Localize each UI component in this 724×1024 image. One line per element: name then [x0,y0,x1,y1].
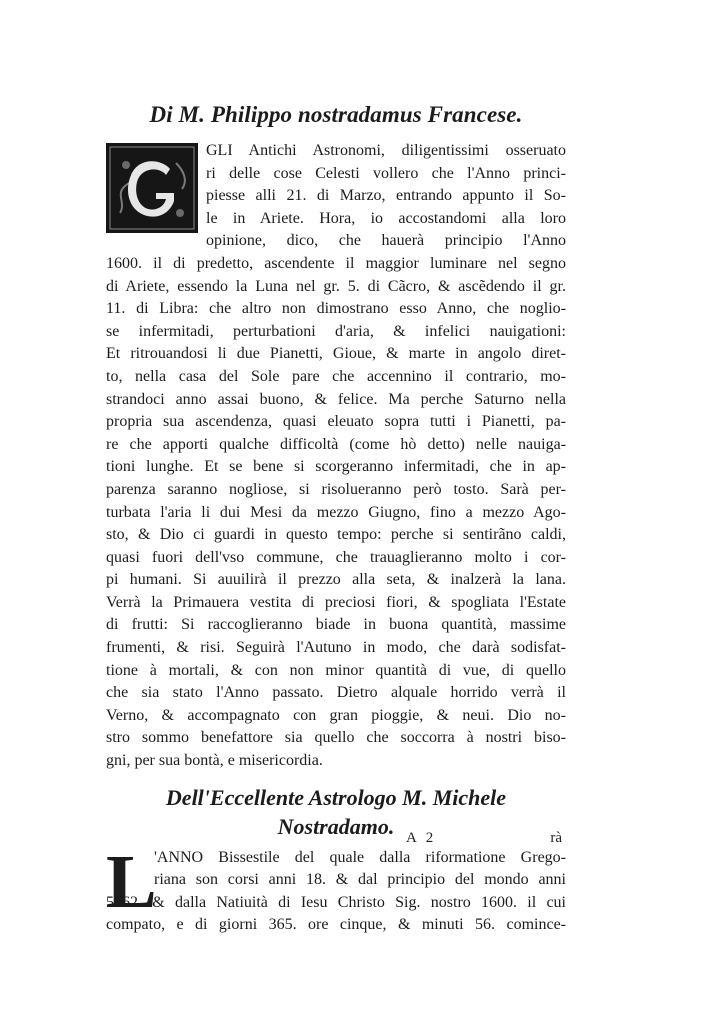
text-line: le in Ariete. Hora, io accostandomi alla loro [206,209,566,227]
text-line: strandoci anno assai buono, & felice. Ma perche Saturno nella [106,390,566,408]
text-line: compato, e di giorni 365. ore cinque, & minuti 56. comince- [106,916,566,934]
signature-mark: A 2 [406,830,437,846]
text-line: 5562. & dalla Natiuità di Iesu Christo Sig. nostro 1600. il cui [106,893,566,911]
text-line: tioni lunghe. Et se bene si scorgeranno infermitadi, che in ap- [106,458,566,476]
initial-letter-l: L [106,839,157,924]
text-line: ri delle cose Celesti vollero che l'Anno princi- [206,164,566,182]
text-column [106,100,566,937]
text-line: Et ritrouandosi li due Pianetti, Gioue, & marte in angolo diret- [106,345,566,363]
text-line: GLI Antichi Astronomi, diligentissimi osseruato [206,142,566,159]
text-line: gni, per sua bontà, e misericordia. [106,752,323,770]
text-line: quasi fuori dell'vso commune, che trauaglieranno molto i cor- [106,548,566,566]
text-line: di frutti: Si raccoglieranno biade in buona quantità, massime [106,616,566,634]
text-line: parenza saranno nogliose, si risolueranno però tosto. Sarà per- [106,480,566,498]
text-line: propria sua ascendenza, quasi eleuato sopra tutti i Pianetti, pa- [106,413,566,431]
text-line: opinione, dico, che hauerà principio l'Anno [206,232,566,250]
text-line: frumenti, & risi. Seguirà l'Autuno in modo, che darà sodisfat- [106,639,566,657]
text-line: pi humani. Si auuilirà il prezzo alla seta, & inalzerà la lana. [106,571,566,589]
section-heading-line: Nostradamo. [277,813,395,839]
chapter-heading: Di M. Philippo nostradamus Francese. [149,102,523,127]
text-line: tione à mortali, & con non minor quantità di vue, di quello [106,661,566,679]
prognostication-section [106,140,566,773]
text-line: Verrà la Primauera vestita di preciosi fiori, & spogliata l'Estate [106,593,566,611]
text-line: re che apporti qualche difficoltà (come hò detto) nelle nauiga- [106,435,566,453]
text-line: riana son corsi anni 18. & dal principio del mondo anni [154,871,566,889]
section-heading [106,783,566,841]
text-line: stro sommo benefattore sia quello che soccorra à nostri biso- [106,729,566,747]
text-line: che sia stato l'Anno passato. Dietro alquale horrido verrà il [106,684,566,702]
text-line: 1600. il di predetto, ascendente il maggior luminare nel segno [106,254,566,272]
text-line: se infermitadi, perturbationi d'aria, & infelici nauigationi: [106,322,566,340]
text-line: 11. di Libra: che altro non dimostrano esso Anno, che noglio- [106,300,566,318]
prognostication-text [106,140,566,773]
text-line: sto, & Dio ci guardi in questo tempo: perche si sentirãno caldi, [106,526,566,544]
leap-year-section [106,839,566,937]
text-line: 'ANNO Bissestile del quale dalla riformatione Grego- [154,848,566,866]
text-line: to, nella casa del Sole pare che accennino il contrario, mo- [106,367,566,385]
text-line: piesse alli 21. di Marzo, entrando appunto il So- [206,187,566,205]
text-line: di Ariete, essendo la Luna nel gr. 5. di Cãcro, & ascẽdendo il gr. [106,277,566,295]
catchword: rà [550,830,562,846]
text-line: Verno, & accompagnato con gran pioggie, & neui. Dio no- [106,706,566,724]
section-heading-line: Dell'Eccellente Astrologo M. Michele [165,784,507,810]
decorated-initial-g-icon [106,143,198,233]
text-line: turbata l'aria li dui Mesi da mezzo Giugno, fino a mezzo Ago- [106,503,566,521]
leap-year-text [106,839,566,937]
